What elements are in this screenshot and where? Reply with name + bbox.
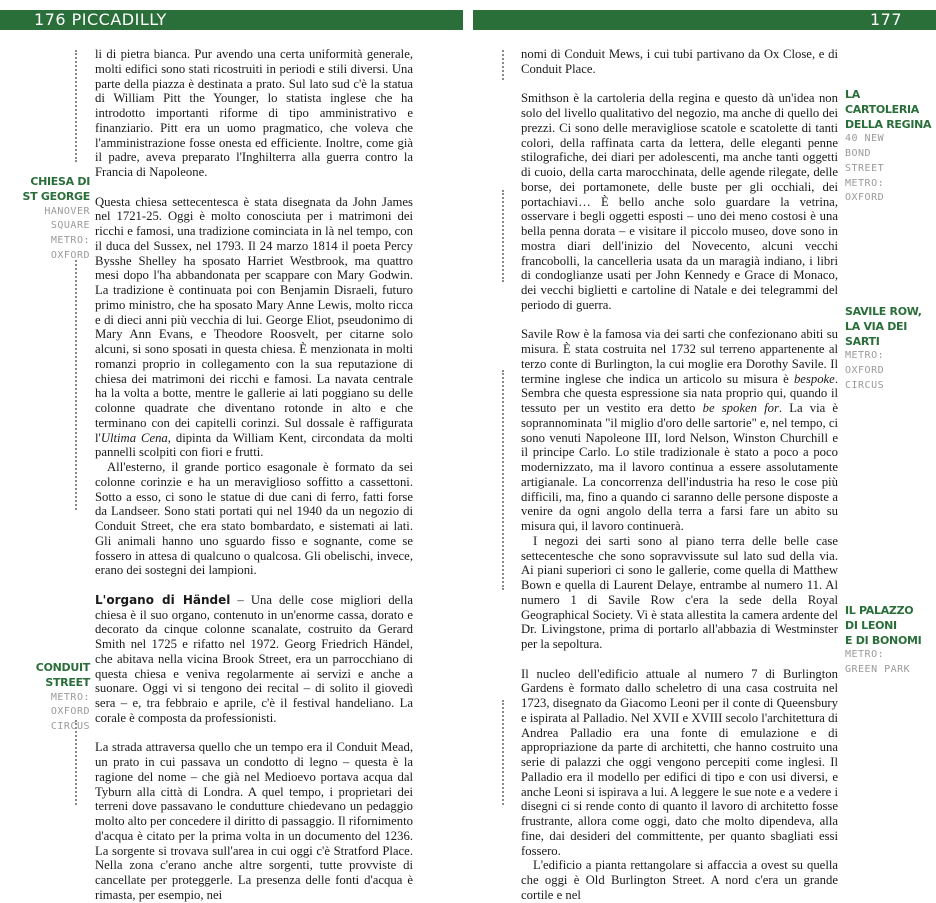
paragraph: L'organo di Händel – Una delle cose migliori della chiesa è il suo organo, contenuto in un'enorme cassa, dorato e decorato da cinque colonne scanalate, costruito da Gerard Smith nel 1725 e rifatto nel 1972. Georg Friedrich Händel, che abitava nella vicina Brook Street, era un parrocchiano di questa chiesa e veniva regolarmente ai servizi e anche a suonare. Oggi vi si tengono dei recital – di solito il giovedì sera – e, tra febbraio e aprile, c'è il festival handeliano. La corale è composta da professionisti. <box>95 592 413 725</box>
sidebar-info: STREET <box>845 162 885 174</box>
sidebar-title: IL PALAZZO <box>845 604 914 617</box>
sidebar-title: LA CARTOLERIA <box>845 88 920 116</box>
paragraph: li di pietra bianca. Pur avendo una certa uniformità generale, molti edifici sono stati ricostruiti in periodi e stili diversi. Una parte della piazza è destinata a prato. Sul lato sud c'è la statua di William Pitt the Younger, lo statista inglese che ha introdotto importanti riforme di tipo amministrativo e finanziario. Pitt era un uomo pragmatico, che voleva che l'amministrazione fosse onesta ed efficiente. Inoltre, come già il padre, aveva preparato l'Inghilterra alla guerra contro la Francia di Napoleone. <box>95 47 413 179</box>
paragraph: nomi di Conduit Mews, i cui tubi partivano da Ox Close, e di Conduit Place. <box>521 47 838 76</box>
paragraph: I negozi dei sarti sono al piano terra delle belle case settecentesche che sono sopravvissute sul lato sud della via. Ai piani superiori ci sono le gallerie, come quella di Matthew Bown e quella di Laurent Delaye, entrambe al numero 11. Al numero 1 di Savile Row c'era la sede della Royal Geographical Society. Vi è stata allestita la camera ardente del Dr. Livingstone, prima di portarlo all'abbazia di Westminster per la sepoltura. <box>521 533 838 651</box>
sidebar-title: CONDUIT STREET <box>35 661 90 689</box>
sidebar-info: OXFORD <box>845 192 885 204</box>
paragraph: La strada attraversa quello che un tempo era il Conduit Mead, un prato in cui passava un condotto di legno – questa è la ragione del nome – che già nel Medioevo portava acqua dal Tyburn alla città di Londra. A quel tempo, i proprietari dei terreni dove passavano le condutture chiedevano un pedaggio molto alto per concedere il diritto di passaggio. Il rifornimento d'acqua è citato per la prima volta in un documento del 1236. La sorgente si trovava sull'area in cui oggi c'è Stratford Place. Nella zona c'erano anche altre sorgenti, tutte provviste di cancellate per proteggerle. La presenza delle fonti d'acqua è rimasta, per esempio, nei <box>95 740 413 902</box>
dotted-rule <box>75 260 77 510</box>
running-header-right <box>473 10 936 30</box>
sidebar-title: E DI BONOMI <box>845 633 922 647</box>
paragraph: Savile Row è la famosa via dei sarti che confezionano abiti su misura. È stata costruita nel 1732 sul terreno appartenente al terzo conte di Burlington, la cui moglie era Dorothy Savile. Il termine inglese che indica un articolo su misura è bespoke. Sembra che questa espressione sia nata proprio qui, quando il tessuto per un vestito era detto be spoken for. La via è soprannominata "il miglio d'oro delle sartorie" e, nel tempo, ci sono venuti Napoleone III, lord Nelson, Winston Churchill e il principe Carlo. Lo stile tradizionale è stato a poco a poco modernizzato, ma il lavoro continua a essere assolutamente artigianale. La concorrenza dell'industria ha reso le cose più difficili, ma, fino a quando ci saranno delle persone disposte a venire da ogni angolo della terra a farsi fare un abito su misura qui, il lavoro continuerà. <box>521 327 838 533</box>
sidebar-info: GREEN PARK <box>845 664 911 675</box>
sidebar-savile-row <box>845 305 935 394</box>
sidebar-info: CIRCUS <box>50 721 90 732</box>
sidebar-title: CHIESA DI <box>30 175 90 188</box>
paragraph: Il nucleo dell'edificio attuale al numero 7 di Burlington Gardens è formato dallo scheletro di una casa costruita nel 1723, disegnato da Giacomo Leoni per il conte di Queensbury e ispirata al Palladio. Nel XVII e XVIII secolo l'architettura di Andrea Palladio era una fonte di emulazione e di appropriazione da parte di architetti, che hanno costruito una serie di palazzi che oggi vengono percepiti come inglesi. Il Palladio era il modello per edifici di tipo e con usi diversi, e anche Leoni si ispirava a lui. A leggere le sue note e a vedere i disegni ci si rende conto di quanto il lavoro di architetto fosse frustrante, allora come oggi, dato che molto dipendeva, alla fine, dai desideri del committente, per quanto sbagliati essi fossero. <box>521 666 838 858</box>
dotted-rule <box>502 50 504 80</box>
emphasis: be spoken for <box>702 401 779 415</box>
sidebar-info: HANOVER <box>44 205 90 217</box>
sidebar-title: DI LEONI <box>845 618 897 632</box>
emphasis: Ultima Cena <box>100 430 168 445</box>
dotted-rule <box>502 190 504 282</box>
page-number-right: 177 <box>869 10 902 29</box>
sidebar-cartoleria <box>845 88 935 206</box>
sidebar-info: OXFORD <box>50 249 90 261</box>
sidebar-conduit-street <box>0 661 90 735</box>
sidebar-title: LA VIA DEI SARTI <box>845 319 908 348</box>
right-page-column <box>521 47 838 903</box>
emphasis: bespoke <box>793 371 835 386</box>
paragraph: L'edificio a pianta rettangolare si affaccia a ovest su quella che oggi è Old Burlington Street. A nord c'era un grande cortile e nel <box>521 858 838 902</box>
sidebar-info: BOND <box>845 148 872 159</box>
sidebar-info: METRO: <box>845 350 885 362</box>
paragraph: Questa chiesa settecentesca è stata disegnata da John James nel 1721-25. Oggi è molto conosciuta per i matrimoni dei ricchi e famosi, una tradizione cominciata in là nel tempo, con il duca del Sussex, nel 1793. Il 24 marzo 1814 il poeta Percy Bysshe Shelley ha sposato Harriet Westbrook, ma quattro mesi dopo l'ha abbandonata per scappare con Mary Godwin. La tradizione è continuata poi con Benjamin Disraeli, futuro primo ministro, che ha sposato Mary Anne Lewis, molto ricca e di dieci anni più vecchia di lui. George Eliot, pseudonimo di Mary Ann Evans, e Theodore Roosvelt, per citarne solo alcuni, si sono sposati in questa chiesa. È menzionata in molti romanzi proprio in collegamento con la sua reputazione di chiesa dei matrimoni dei ricchi e famosi. La navata centrale ha la volta a botte, mentre le gallerie ai lati poggiano su delle colonne quadrate che diventano rotonde in alto e che terminano con dei capitelli corinzi. Sul dossale è raffigurata l'Ultima Cena, dipinta da William Kent, circondata da molti pannelli scolpiti con fiori e frutti. <box>95 194 413 460</box>
sidebar-title: SAVILE ROW, <box>845 305 922 318</box>
sidebar-info: METRO: <box>50 691 90 703</box>
sidebar-info: METRO: <box>845 177 885 189</box>
paragraph: All'esterno, il grande portico esagonale è formato da sei colonne corinzie e ha un meraviglioso soffitto a cassettoni. Sotto a esso, ci sono le statue di due cani di ferro, fatti forse da Landseer. Sono stati portati qui nel 1940 da un negozio di Conduit Street, che era stato bombardato, e sistemati ai lati. Gli animali hanno uno sguardo fisso e sognante, come se fossero in attesa di qualcuno o qualcosa. Gli obelischi, invece, erano dei sostegni dei lampioni. <box>95 460 413 578</box>
dotted-rule <box>502 370 504 590</box>
sidebar-title: DELLA REGINA <box>845 117 932 131</box>
sidebar-info: OXFORD <box>50 706 90 718</box>
sidebar-st-george <box>0 175 90 264</box>
dotted-rule <box>502 700 504 805</box>
left-page-column <box>95 47 413 903</box>
sidebar-info: 40 NEW <box>845 133 885 145</box>
running-header-left <box>0 10 463 30</box>
page-number-left: 176 PICCADILLY <box>34 10 167 29</box>
dotted-rule <box>75 50 77 162</box>
sidebar-title: ST GEORGE <box>22 189 90 203</box>
subheading: L'organo di Händel <box>95 592 231 607</box>
sidebar-info: SQUARE <box>50 220 90 232</box>
sidebar-info: METRO: <box>50 235 90 246</box>
sidebar-info: METRO: <box>845 649 885 661</box>
sidebar-info: OXFORD <box>845 365 885 376</box>
sidebar-palazzo-leoni <box>845 604 935 678</box>
sidebar-info: CIRCUS <box>845 379 885 391</box>
paragraph: Smithson è la cartoleria della regina e questo dà un'idea non solo del livello qualitativo del negozio, ma anche di quello dei prezzi. Ci sono delle meravigliose scatole e scatolette di tanti colori, della raffinata carta da lettera, delle eleganti penne stilografiche, dei diari per adolescenti, ma anche tanti oggetti di cuoio, della carta marocchinata, delle agende rilegate, delle borse, dei portamonete, delle buste per gli occhiali, dei portachiavi… È bello anche solo guardare la vetrina, osservare i begli oggetti esposti – uno dei meno costosi è una bella penna dorata – e visitare il piccolo museo, dove sono in mostra diari dell'inizio del Novecento, alcuni vecchi francobolli, la cancelleria usata da un maragià indiano, i libri di condoglianze usati per John Kennedy e Grace di Monaco, dei vecchi biglietti e cartoline di Natale e dei telegrammi del periodo di guerra. <box>521 91 838 312</box>
